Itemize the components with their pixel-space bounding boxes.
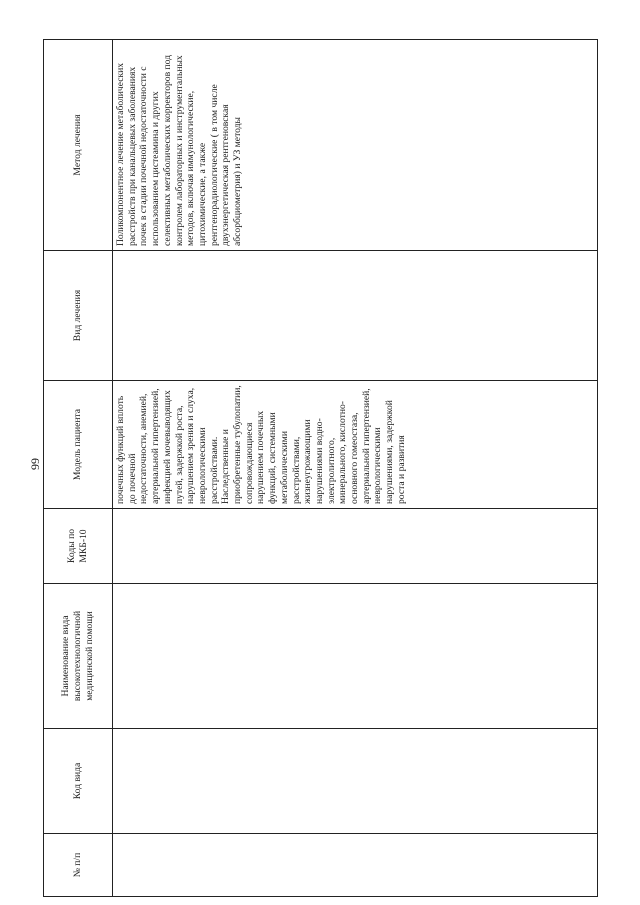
cell-mkb	[113, 509, 598, 584]
header-code: Код вида	[44, 729, 113, 834]
cell-name	[113, 584, 598, 729]
header-method: Метод лечения	[44, 40, 113, 251]
header-type: Вид лечения	[44, 251, 113, 381]
page-number: 99	[27, 458, 42, 470]
cell-num	[113, 834, 598, 897]
header-mkb: Коды по МКБ-10	[44, 509, 113, 584]
header-num: № п/п	[44, 834, 113, 897]
table-header-row	[44, 40, 113, 897]
cell-code	[113, 729, 598, 834]
rotated-table-container	[43, 40, 598, 897]
header-model: Модель пациента	[44, 381, 113, 509]
header-name: Наименование вида высокотехнологичной медицинской помощи	[44, 584, 113, 729]
cell-model: почечных функций вплоть до почечной недостаточности, анемией, артериальной гипертензией, инфекцией мочевыводящих путей, задержкой роста, нарушением зрения и слуха, неврологическими расстройствами. Наследственные и приобретенные тубулопатии, сопровождающиеся нарушением почечных функций, системными метаболическими расстройствами, жизнеугрожающими нарушениями водно-электролитного, минерального, кислотно-основного гомеостаза, артериальной гипертензией, неврологическими нарушениями, задержкой роста и развития	[113, 381, 598, 509]
vmp-table	[43, 39, 598, 897]
table-row	[113, 40, 598, 897]
cell-type	[113, 251, 598, 381]
cell-method: Поликомпонентное лечение метаболических расстройств при канальцевых заболеваниях почек в стадии почечной недостаточности с использованием цистеамина и других селективных метаболических корректоров под контролем лабораторных и инструментальных методов, включая иммунологические, цитохимические, а также рентгенорадиологические ( в том числе двухэнергетическая рентгеновская абсорбциометрия) и УЗ методы	[113, 40, 598, 251]
